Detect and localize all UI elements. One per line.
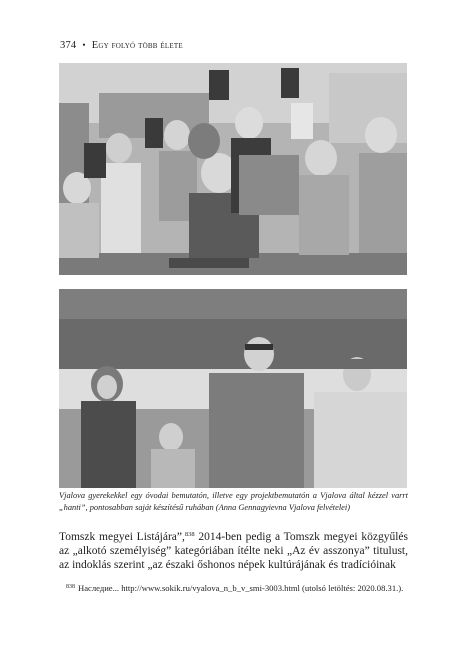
footnote [66,582,408,595]
footnote-number: 838 [66,584,75,590]
footnote-reference[interactable]: 838 [184,531,195,538]
body-text-part2: 2014-ben pedig a Tomszk megyei közgyűlés az „alkotó személyiség” kategóriában ítélte neki „Az év asszonya” titulust, az indoklás szerint „az északi őshonos népek kultúrájának és tradícióinak [59,531,408,572]
body-text-part1: Tomszk megyei Listájára”, [59,531,185,543]
kindergarten-photo-image [59,63,407,275]
body-paragraph [59,530,408,573]
kindergarten-photo [59,63,407,275]
project-presentation-photo [59,289,407,488]
header-bullet: • [82,40,86,50]
book-title: Egy folyó több élete [91,40,183,51]
running-header [60,40,183,51]
project-presentation-photo-image [59,289,407,488]
page-number: 374 [60,40,77,51]
photo-caption: Vjalova gyerekekkel egy óvodai bemutatón, illetve egy projektbemutatón a Vjalova által kézzel varrt „hanti”, pontosabban saját készítésű ruhában (Anna Gennagyievna Vjalova felvételei) [59,491,408,512]
footnote-text: Наследие... http://www.sokik.ru/vyalova_n_b_v_smi-3003.html (utolsó letöltés: 2020.08.31.). [78,583,404,593]
